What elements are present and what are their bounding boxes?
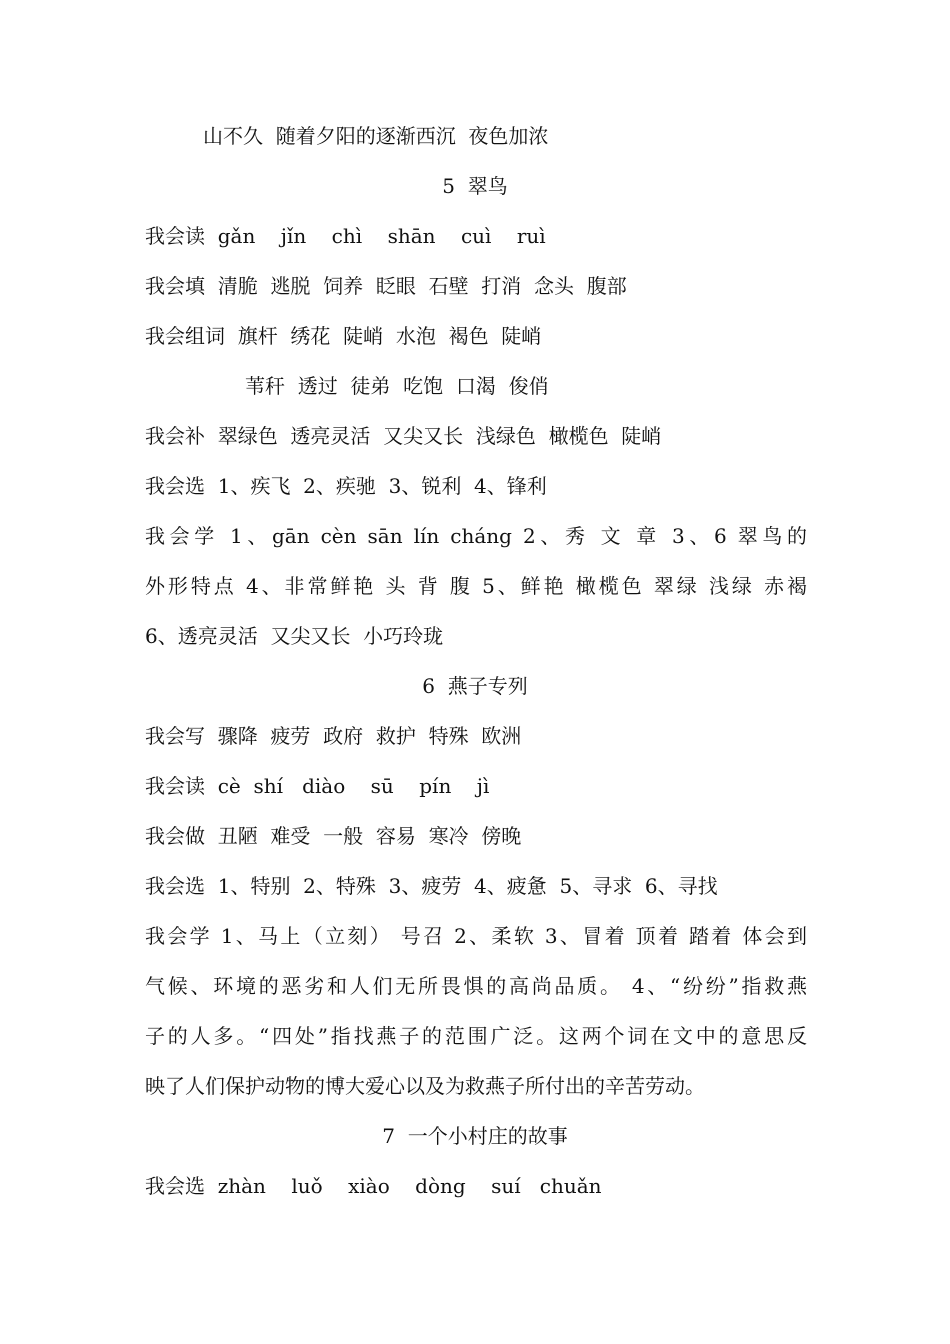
- text-line: 我会选 1、特别 2、特殊 3、疲劳 4、疲惫 5、寻求 6、寻找: [145, 874, 718, 898]
- text-line: 山不久 随着夕阳的逐渐西沉 夜色加浓: [203, 124, 549, 148]
- text-line: 外形特点 4、非常鲜艳 头 背 腹 5、鲜艳 橄榄色 翠绿 浅绿 赤褐: [145, 574, 807, 598]
- text-line: 我会选 1、疾飞 2、疾驰 3、锐利 4、锋利: [145, 474, 547, 498]
- text-line: 我会学 1、gān cèn sān lín cháng 2、秀 文 章 3、6 翠鸟的: [145, 524, 807, 548]
- text-line: 我会读 gǎn jǐn chì shān cuì ruì: [145, 224, 546, 248]
- text-line: 苇秆 透过 徒弟 吃饱 口渴 俊俏: [245, 374, 549, 398]
- section-heading: 7 一个小村庄的故事: [382, 1124, 568, 1148]
- text-line: 我会读 cè shí diào sū pín jì: [145, 774, 490, 798]
- text-line: 映了人们保护动物的博大爱心以及为救燕子所付出的辛苦劳动。: [145, 1074, 705, 1098]
- text-line: 我会组词 旗杆 绣花 陡峭 水泡 褐色 陡峭: [145, 324, 542, 348]
- section-heading: 6 燕子专列: [422, 674, 528, 698]
- text-line: 子的人多。“四处”指找燕子的范围广泛。这两个词在文中的意思反: [145, 1024, 807, 1048]
- text-line: 我会学 1、马上（立刻） 号召 2、柔软 3、冒着 顶着 踏着 体会到: [145, 924, 807, 948]
- text-line: 我会做 丑陋 难受 一般 容易 寒冷 傍晚: [145, 824, 522, 848]
- text-line: 我会选 zhàn luǒ xiào dòng suí chuǎn: [145, 1174, 602, 1198]
- section-heading: 5 翠鸟: [442, 174, 508, 198]
- text-line: 气候、环境的恶劣和人们无所畏惧的高尚品质。 4、“纷纷”指救燕: [145, 974, 807, 998]
- text-line: 我会填 清脆 逃脱 饲养 眨眼 石壁 打消 念头 腹部: [145, 274, 627, 298]
- text-line: 我会写 骤降 疲劳 政府 救护 特殊 欧洲: [145, 724, 522, 748]
- text-line: 我会补 翠绿色 透亮灵活 又尖又长 浅绿色 橄榄色 陡峭: [145, 424, 662, 448]
- text-line: 6、透亮灵活 又尖又长 小巧玲珑: [145, 624, 444, 648]
